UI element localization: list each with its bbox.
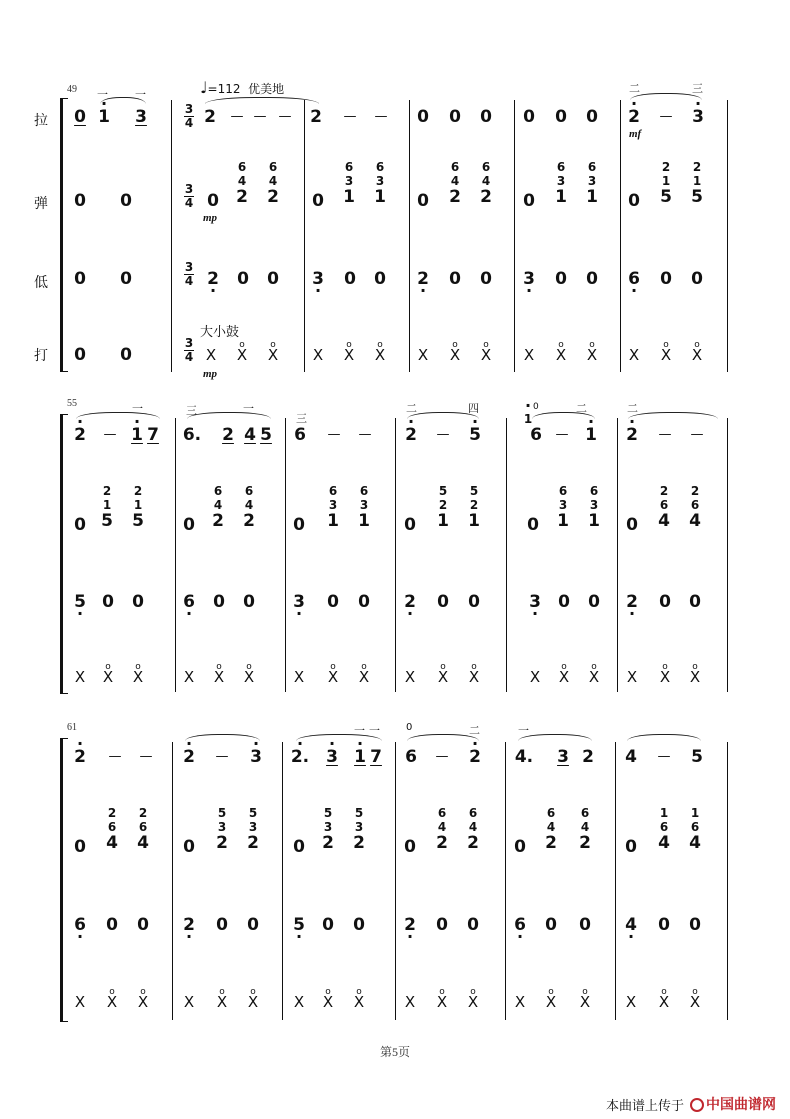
note: 2 (222, 425, 234, 445)
barline (285, 418, 286, 692)
note: 3 · (523, 593, 547, 611)
note: 5 · (287, 916, 311, 934)
note: 0 (404, 837, 416, 857)
chord: 2 1 5 (691, 160, 703, 207)
note: 0 (358, 592, 370, 612)
note: 0 (237, 269, 249, 289)
drum-hit-accent: o X (212, 993, 232, 1011)
dash: — (343, 109, 357, 124)
dash: — (327, 427, 341, 442)
slur (205, 97, 319, 104)
note: 0 (120, 345, 132, 365)
note: 0 (660, 269, 672, 289)
note: 3 (557, 747, 569, 767)
drum-hit: X (404, 993, 416, 1011)
drum-hit-accent: o X (349, 993, 369, 1011)
barline (172, 742, 173, 1020)
note: · 2 (399, 426, 423, 444)
slur (518, 734, 592, 741)
instrument-label-di: 低 (34, 275, 48, 291)
tempo-marking (200, 78, 284, 97)
note: 0 (558, 592, 570, 612)
note: 0 (327, 592, 339, 612)
barline (617, 418, 618, 692)
note: 0 (132, 592, 144, 612)
chord: 6 3 1 (343, 160, 355, 207)
note: · 2 (620, 426, 644, 444)
note: 0 (480, 269, 492, 289)
dash: — (436, 427, 450, 442)
drum-hit: X (74, 668, 86, 686)
note: 0 (213, 592, 225, 612)
dash: — (374, 109, 388, 124)
drum-hit-accent: o X (582, 346, 602, 364)
grace-note: · 1 (516, 410, 540, 428)
note: 4 (244, 425, 256, 445)
note: 0 (588, 592, 600, 612)
drum-hit-accent: o X (433, 668, 453, 686)
expression-text: 优美地 (248, 82, 285, 96)
note: 0 (353, 915, 365, 935)
fingering: 二 (629, 82, 640, 95)
note: 6 · (68, 916, 92, 934)
quarter-note-icon: ♩ (200, 78, 208, 97)
drum-hit-accent: o X (243, 993, 263, 1011)
chord: 6 4 2 (267, 160, 279, 207)
fingering: 一 (518, 724, 529, 737)
drum-hit-accent: o X (98, 668, 118, 686)
drum-hit-accent: o X (575, 993, 595, 1011)
note: 0 (293, 837, 305, 857)
note: · 2. (288, 748, 312, 766)
note: 0 (106, 915, 118, 935)
barline (506, 418, 507, 692)
chord: 6 4 2 (467, 806, 479, 853)
note: 0 (183, 837, 195, 857)
staff-da (0, 346, 790, 364)
drum-hit: X (183, 668, 195, 686)
drum-hit-accent: o X (464, 668, 484, 686)
note: 7 (370, 747, 382, 767)
note: 0 (689, 592, 701, 612)
fingering: 一 (354, 724, 365, 737)
note: 0 (468, 592, 480, 612)
note: 3 · (287, 593, 311, 611)
barline (171, 100, 172, 372)
page-number: 第5页 (379, 1045, 410, 1059)
chord: 1 6 4 (689, 806, 701, 853)
note: 0 (555, 107, 567, 127)
drum-hit-accent: o X (432, 993, 452, 1011)
dash: — (658, 427, 672, 442)
note: 0 (523, 107, 535, 127)
note: · 3 (320, 748, 344, 766)
drum-hit-accent: o X (102, 993, 122, 1011)
staff-di (0, 593, 790, 611)
note: · 1 (92, 108, 116, 126)
chord: 2 1 5 (132, 484, 144, 531)
note: · 5 (463, 426, 487, 444)
barline (615, 742, 616, 1020)
chord: 6 4 2 (579, 806, 591, 853)
note: 2 (310, 107, 322, 127)
note: 0 (243, 592, 255, 612)
note: 0 (579, 915, 591, 935)
drum-hit: X (183, 993, 195, 1011)
note: 0 (137, 915, 149, 935)
note: 0 (449, 269, 461, 289)
drum-hit-accent: o X (685, 668, 705, 686)
time-signature: 3 4 (184, 102, 194, 130)
drum-hit-accent: o X (554, 668, 574, 686)
note: 0 (293, 515, 305, 535)
chord: 5 3 2 (216, 806, 228, 853)
barline (282, 742, 283, 1020)
chord: 6 4 2 (545, 806, 557, 853)
note: 2 (204, 107, 216, 127)
drum-hit-accent: o X (318, 993, 338, 1011)
note: 6 · (177, 593, 201, 611)
drum-hit: X (626, 668, 638, 686)
drum-hit-accent: o X (323, 668, 343, 686)
dash: — (555, 427, 569, 442)
note: 0 (480, 107, 492, 127)
staff-la (0, 748, 790, 766)
note: 5 (260, 425, 272, 445)
note: 0 (404, 515, 416, 535)
dash: — (657, 749, 671, 764)
fingering: 一 (135, 88, 146, 101)
measure-number-55: 55 (67, 398, 77, 409)
measure-number-61: 61 (67, 722, 77, 733)
chord: 6 4 2 (236, 160, 248, 207)
chord: 6 3 1 (586, 160, 598, 207)
note: 0 (691, 269, 703, 289)
staff-da (0, 668, 790, 686)
note: 0 (523, 191, 535, 211)
note: 0 (437, 592, 449, 612)
fingering: 二 (469, 724, 480, 737)
dash: — (139, 749, 153, 764)
dash: — (690, 427, 704, 442)
chord: 5 3 2 (247, 806, 259, 853)
note: 0 (527, 515, 539, 535)
note: · 1 (579, 426, 603, 444)
tempo-value: =112 (207, 82, 241, 96)
note: · 3 (686, 108, 710, 126)
system-brace (60, 414, 68, 694)
note: 2 · (398, 593, 422, 611)
staff-la (0, 108, 790, 126)
dash: — (278, 109, 292, 124)
note: 0 (247, 915, 259, 935)
chord: 6 4 2 (243, 484, 255, 531)
drum-hit-accent: o X (232, 346, 252, 364)
note: 6 (405, 747, 417, 767)
note: 4 · (619, 916, 643, 934)
barline (395, 742, 396, 1020)
drum-hit-accent: o X (463, 993, 483, 1011)
note: 0 (374, 269, 386, 289)
note: 0 (626, 515, 638, 535)
drum-hit-accent: o X (370, 346, 390, 364)
note: 2 · (620, 593, 644, 611)
staff-di (0, 916, 790, 934)
chord: 6 3 1 (327, 484, 339, 531)
barline (727, 100, 728, 372)
note: 6 (294, 425, 306, 445)
drum-hit: X (293, 668, 305, 686)
drum-hit-accent: o X (445, 346, 465, 364)
chord: 1 6 4 (658, 806, 670, 853)
note: 0 (74, 269, 86, 289)
drum-hit: X (205, 346, 217, 364)
dynamic-mf: mf (629, 128, 642, 140)
note: 3 · (517, 270, 541, 288)
note: 6. (182, 425, 202, 445)
drum-hit-accent: o X (239, 668, 259, 686)
note: 6 · (622, 270, 646, 288)
chord: 5 2 1 (468, 484, 480, 531)
chord: 5 2 1 (437, 484, 449, 531)
chord: 6 4 2 (212, 484, 224, 531)
drum-hit: X (404, 668, 416, 686)
drum-hit: X (625, 993, 637, 1011)
drum-hit-accent: o X (354, 668, 374, 686)
staff-la (0, 426, 790, 444)
barline (395, 418, 396, 692)
barline (620, 100, 621, 372)
chord: 2 6 4 (106, 806, 118, 853)
note: 0 (267, 269, 279, 289)
note: 4 (625, 747, 637, 767)
slur (76, 412, 160, 419)
chord: 6 4 2 (436, 806, 448, 853)
system-brace (60, 98, 68, 372)
drum-hit-accent: o X (541, 993, 561, 1011)
note: 0 (436, 915, 448, 935)
dash: — (435, 749, 449, 764)
chord: 6 3 1 (557, 484, 569, 531)
drum-hit: X (523, 346, 535, 364)
note: 0 (74, 345, 86, 365)
percussion-label: 大小鼓 (200, 325, 240, 340)
note: 0 (207, 191, 219, 211)
dash: — (253, 109, 267, 124)
instrument-label-tan: 弹 (34, 196, 48, 212)
fingering: 一 (243, 402, 254, 415)
barline (505, 742, 506, 1020)
fingering: 三 (692, 82, 703, 95)
fingering: 一 (369, 724, 380, 737)
note: 0 (216, 915, 228, 935)
note: 3 · (306, 270, 330, 288)
instrument-label-la: 拉 (34, 113, 48, 129)
chord: 2 6 4 (658, 484, 670, 531)
dash: — (103, 427, 117, 442)
note: 0 (555, 269, 567, 289)
note: 0 (74, 515, 86, 535)
chord: 6 3 1 (555, 160, 567, 207)
dash: — (108, 749, 122, 764)
fingering: 0 (533, 402, 539, 412)
chord: 6 3 1 (374, 160, 386, 207)
note: 0 (120, 269, 132, 289)
note: 0 (120, 191, 132, 211)
note: · 3 (244, 748, 268, 766)
fingering: 二 (406, 402, 417, 415)
note: · 2 (68, 748, 92, 766)
note: 0 (449, 107, 461, 127)
note: 0 (658, 915, 670, 935)
barline (727, 742, 728, 1020)
drum-hit: X (514, 993, 526, 1011)
drum-hit: X (529, 668, 541, 686)
site-logo[interactable] (690, 1094, 776, 1114)
chord: 6 4 2 (480, 160, 492, 207)
slur (628, 412, 718, 419)
chord: 6 3 1 (358, 484, 370, 531)
barline (304, 100, 305, 372)
site-logo-icon (690, 1098, 704, 1112)
note: 0 (545, 915, 557, 935)
measure-number-49: 49 (67, 84, 77, 95)
time-signature: 3 4 (184, 336, 194, 364)
note: · 1 (125, 426, 149, 444)
chord: 6 4 2 (449, 160, 461, 207)
note: 0 (102, 592, 114, 612)
site-footer[interactable] (606, 1094, 776, 1114)
note: 0 (659, 592, 671, 612)
fingering: 三 (296, 412, 307, 425)
note: 0 (417, 107, 429, 127)
dash: — (659, 109, 673, 124)
dash: — (230, 109, 244, 124)
drum-hit-accent: o X (476, 346, 496, 364)
fingering: 四 (468, 402, 479, 415)
chord: 2 6 4 (689, 484, 701, 531)
drum-hit-accent: o X (685, 993, 705, 1011)
chord: 2 6 4 (137, 806, 149, 853)
note: 6 · (508, 916, 532, 934)
slur (185, 734, 260, 741)
note: 0 (514, 837, 526, 857)
note: 0 (467, 915, 479, 935)
note: · 2 (68, 426, 92, 444)
dash: — (215, 749, 229, 764)
system-brace (60, 738, 68, 1022)
fingering: 一 (132, 402, 143, 415)
note: 0 (586, 107, 598, 127)
barline (409, 100, 410, 372)
note: · 2 (463, 748, 487, 766)
fingering: 二 (627, 402, 638, 415)
fingering: 0 (406, 722, 413, 733)
chord: 5 3 2 (322, 806, 334, 853)
note: 0 (74, 837, 86, 857)
fingering: 二 (576, 402, 587, 415)
dash: — (358, 427, 372, 442)
chord: 6 3 1 (588, 484, 600, 531)
note: 5 · (68, 593, 92, 611)
chord: 2 1 5 (660, 160, 672, 207)
fingering: 一 (97, 88, 108, 101)
footer-text: 本曲谱上传于 (605, 1098, 684, 1114)
barline (175, 418, 176, 692)
note: 7 (147, 425, 159, 445)
note: 2 · (411, 270, 435, 288)
drum-hit-accent: o X (655, 668, 675, 686)
note: · 1 (348, 748, 372, 766)
note: 0 (183, 515, 195, 535)
note: 5 (691, 747, 703, 767)
drum-hit: X (417, 346, 429, 364)
drum-hit: X (312, 346, 324, 364)
barline (514, 100, 515, 372)
fingering: 三 (186, 404, 197, 417)
note: 0 (625, 837, 637, 857)
note: 2 · (398, 916, 422, 934)
time-signature: 3 4 (184, 182, 194, 210)
drum-hit-accent: o X (687, 346, 707, 364)
drum-hit-accent: o X (584, 668, 604, 686)
drum-hit-accent: o X (656, 346, 676, 364)
drum-hit-accent: o X (263, 346, 283, 364)
note: · 2 (622, 108, 646, 126)
note: 0 (628, 191, 640, 211)
chord: 5 3 2 (353, 806, 365, 853)
note: 3 (135, 107, 147, 127)
drum-hit-accent: o X (128, 668, 148, 686)
note: 0 (417, 191, 429, 211)
note: 0 (322, 915, 334, 935)
note: 0 (689, 915, 701, 935)
slur (187, 412, 271, 419)
instrument-label-da: 打 (34, 348, 48, 364)
note: · 2 (177, 748, 201, 766)
slur (627, 734, 701, 741)
staff-di (0, 270, 790, 288)
barline (727, 418, 728, 692)
dynamic-mp: mp (203, 368, 218, 380)
drum-hit-accent: o X (133, 993, 153, 1011)
drum-hit: X (628, 346, 640, 364)
site-name: 中国曲谱网 (706, 1097, 776, 1113)
note: 0 (344, 269, 356, 289)
note: 0 (74, 191, 86, 211)
time-signature: 3 4 (184, 260, 194, 288)
staff-da (0, 993, 790, 1011)
note: 0 (74, 107, 86, 127)
note: 0 (586, 269, 598, 289)
chord: 2 1 5 (101, 484, 113, 531)
drum-hit-accent: o X (654, 993, 674, 1011)
drum-hit: X (293, 993, 305, 1011)
note: 4. (514, 747, 534, 767)
drum-hit: X (74, 993, 86, 1011)
drum-hit-accent: o X (209, 668, 229, 686)
note: 6 (530, 425, 542, 445)
note: 2 (582, 747, 594, 767)
note: 2 · (177, 916, 201, 934)
note: 2 · (201, 270, 225, 288)
note: 0 (312, 191, 324, 211)
dynamic-mp: mp (203, 212, 218, 224)
drum-hit-accent: o X (551, 346, 571, 364)
drum-hit-accent: o X (339, 346, 359, 364)
